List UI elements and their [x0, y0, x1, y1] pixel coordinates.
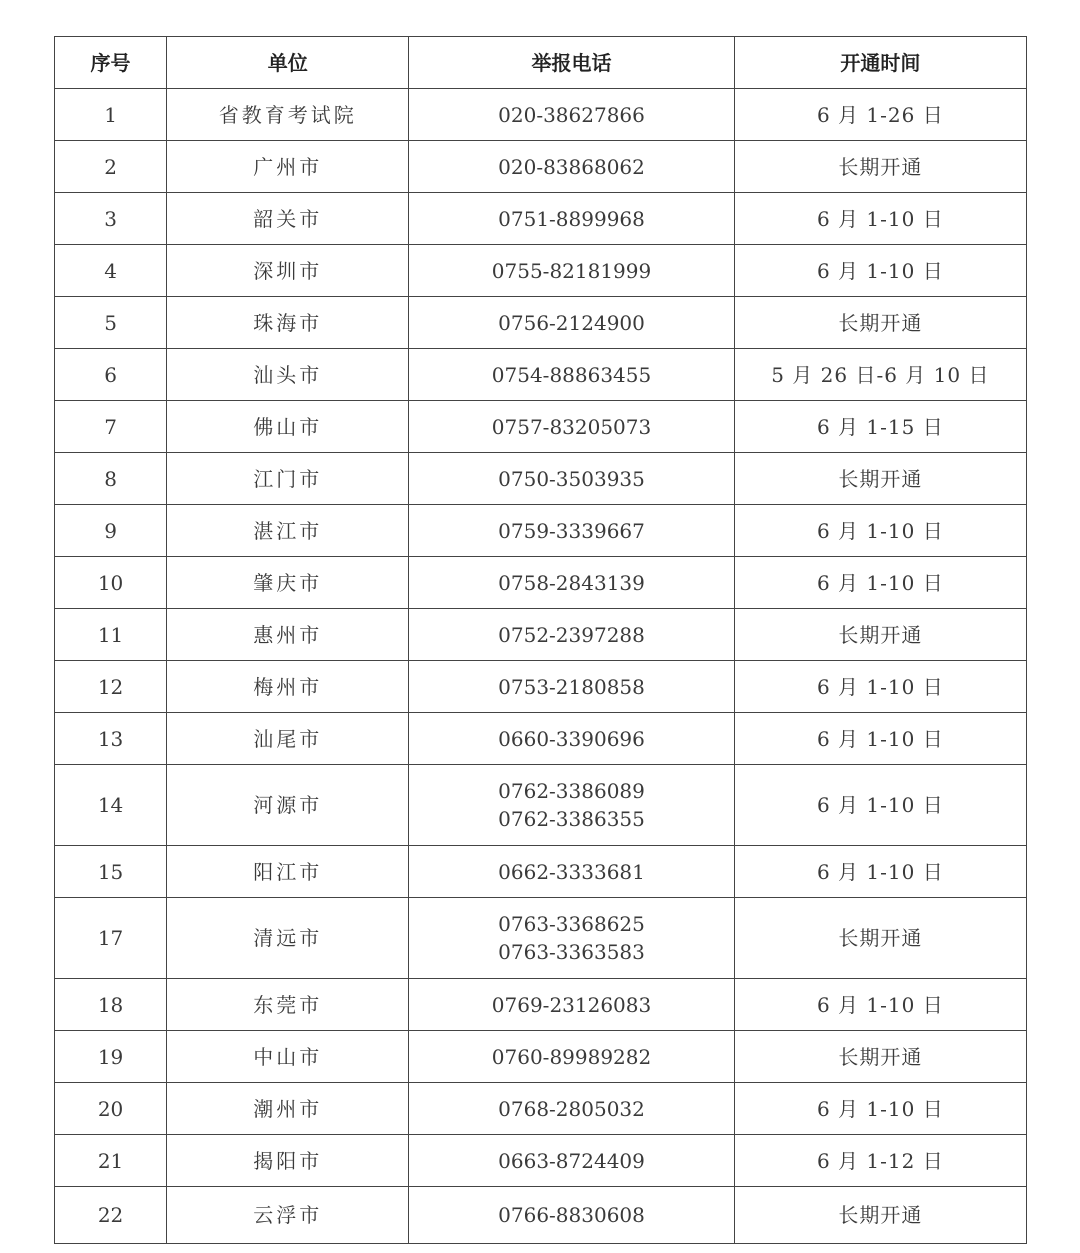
phone-number: 0766-8830608: [498, 1203, 645, 1227]
cell-phone: [409, 846, 734, 898]
table-row: [55, 1135, 1027, 1187]
cell-no: 21: [55, 1135, 167, 1187]
cell-phone: [409, 141, 734, 193]
open-time: 长期开通: [838, 466, 923, 491]
header-unit: 单位: [167, 37, 409, 89]
cell-time: [734, 557, 1026, 609]
table-row: [55, 401, 1027, 453]
cell-unit: [167, 349, 409, 401]
cell-time: [734, 245, 1026, 297]
cell-phone: [409, 297, 734, 349]
cell-no: 19: [55, 1031, 167, 1083]
cell-unit: [167, 609, 409, 661]
cell-phone: [409, 193, 734, 245]
cell-no: 6: [55, 349, 167, 401]
phone-number: 0752-2397288: [498, 622, 645, 647]
phone-number: 0759-3339667: [498, 518, 645, 543]
cell-phone: [409, 453, 734, 505]
table-row: [55, 297, 1027, 349]
cell-unit: [167, 505, 409, 557]
cell-phone: [409, 1083, 734, 1135]
table-row: [55, 453, 1027, 505]
cell-no: 14: [55, 765, 167, 846]
phone-number: 0660-3390696: [498, 726, 645, 751]
cell-unit: [167, 245, 409, 297]
unit-name: 汕尾市: [253, 726, 323, 751]
phone-number: 0763-3363583: [498, 940, 645, 964]
cell-phone: [409, 401, 734, 453]
open-time: 长期开通: [838, 622, 923, 647]
open-time: 长期开通: [838, 154, 923, 179]
cell-unit: [167, 1083, 409, 1135]
open-time: 长期开通: [838, 1044, 923, 1069]
open-time: 6 月 1-10 日: [816, 518, 944, 543]
table-row: [55, 979, 1027, 1031]
cell-no: 1: [55, 89, 167, 141]
phone-number: 0758-2843139: [498, 570, 645, 595]
unit-name: 云浮市: [253, 1203, 323, 1227]
open-time: 6 月 1-10 日: [816, 570, 944, 595]
cell-no: 22: [55, 1187, 167, 1244]
cell-phone: [409, 979, 734, 1031]
cell-time: [734, 661, 1026, 713]
cell-unit: [167, 661, 409, 713]
cell-unit: [167, 297, 409, 349]
cell-no: 13: [55, 713, 167, 765]
phone-number: 0757-83205073: [491, 414, 652, 439]
open-time: 6 月 1-26 日: [816, 102, 944, 127]
open-time: 6 月 1-10 日: [816, 859, 944, 884]
unit-name: 中山市: [253, 1044, 323, 1069]
cell-unit: [167, 898, 409, 979]
cell-time: [734, 1135, 1026, 1187]
cell-phone: [409, 349, 734, 401]
table-row: [55, 661, 1027, 713]
cell-no: 12: [55, 661, 167, 713]
phone-number: 0751-8899968: [498, 206, 645, 231]
cell-unit: [167, 141, 409, 193]
cell-time: [734, 297, 1026, 349]
cell-unit: [167, 765, 409, 846]
open-time: 6 月 1-10 日: [816, 793, 944, 817]
cell-unit: [167, 1187, 409, 1244]
unit-name: 韶关市: [253, 206, 323, 231]
unit-name: 梅州市: [253, 674, 323, 699]
phone-number: 0762-3386089: [498, 779, 645, 803]
cell-phone: [409, 765, 734, 846]
open-time: 长期开通: [838, 310, 923, 335]
open-time: 6 月 1-12 日: [816, 1148, 944, 1173]
cell-time: [734, 898, 1026, 979]
cell-no: 8: [55, 453, 167, 505]
phone-number: 0763-3368625: [498, 912, 645, 936]
unit-name: 汕头市: [253, 362, 323, 387]
header-no: 序号: [55, 37, 167, 89]
unit-name: 揭阳市: [253, 1148, 323, 1173]
unit-name: 清远市: [253, 926, 323, 950]
open-time: 长期开通: [838, 926, 923, 950]
unit-name: 省教育考试院: [218, 102, 357, 127]
open-time: 5 月 26 日-6 月 10 日: [771, 362, 990, 387]
cell-time: [734, 1187, 1026, 1244]
table-row: [55, 349, 1027, 401]
table-row: [55, 1083, 1027, 1135]
cell-time: [734, 453, 1026, 505]
phone-number: 0750-3503935: [498, 466, 645, 491]
table-row: [55, 193, 1027, 245]
cell-unit: [167, 193, 409, 245]
cell-no: 2: [55, 141, 167, 193]
cell-no: 15: [55, 846, 167, 898]
open-time: 6 月 1-10 日: [816, 258, 944, 283]
cell-time: [734, 89, 1026, 141]
table-row: [55, 765, 1027, 846]
cell-no: 11: [55, 609, 167, 661]
table-row: [55, 609, 1027, 661]
cell-no: 10: [55, 557, 167, 609]
phone-number: 0768-2805032: [498, 1096, 645, 1121]
cell-phone: [409, 557, 734, 609]
cell-no: 18: [55, 979, 167, 1031]
phone-number: 020-83868062: [498, 154, 645, 179]
unit-name: 潮州市: [253, 1096, 323, 1121]
table-row: [55, 846, 1027, 898]
unit-name: 深圳市: [253, 258, 323, 283]
cell-unit: [167, 979, 409, 1031]
cell-no: 17: [55, 898, 167, 979]
phone-number: 020-38627866: [498, 102, 645, 127]
cell-unit: [167, 453, 409, 505]
unit-name: 阳江市: [253, 859, 323, 884]
table-row: [55, 505, 1027, 557]
unit-name: 东莞市: [253, 992, 323, 1017]
cell-phone: [409, 609, 734, 661]
cell-no: 3: [55, 193, 167, 245]
cell-no: 7: [55, 401, 167, 453]
table-row: [55, 1031, 1027, 1083]
cell-phone: [409, 1135, 734, 1187]
cell-time: [734, 193, 1026, 245]
cell-time: [734, 1031, 1026, 1083]
cell-time: [734, 765, 1026, 846]
cell-phone: [409, 505, 734, 557]
table-row: [55, 1187, 1027, 1244]
cell-no: 9: [55, 505, 167, 557]
table-row: [55, 245, 1027, 297]
cell-time: [734, 505, 1026, 557]
cell-phone: [409, 661, 734, 713]
cell-unit: [167, 713, 409, 765]
cell-time: [734, 141, 1026, 193]
cell-time: [734, 979, 1026, 1031]
phone-number: 0663-8724409: [498, 1148, 645, 1173]
open-time: 6 月 1-10 日: [816, 674, 944, 699]
report-hotline-table: [54, 36, 1027, 1244]
cell-phone: [409, 245, 734, 297]
unit-name: 河源市: [253, 793, 323, 817]
table-row: [55, 89, 1027, 141]
phone-number: 0769-23126083: [491, 992, 652, 1017]
header-time: 开通时间: [734, 37, 1026, 89]
unit-name: 肇庆市: [253, 570, 323, 595]
phone-number: 0755-82181999: [491, 258, 652, 283]
open-time: 6 月 1-10 日: [816, 206, 944, 231]
cell-phone: [409, 1031, 734, 1083]
phone-number: 0762-3386355: [498, 807, 645, 831]
unit-name: 江门市: [253, 466, 323, 491]
open-time: 长期开通: [838, 1203, 923, 1227]
table-row: [55, 141, 1027, 193]
table-header-row: [55, 37, 1027, 89]
cell-time: [734, 401, 1026, 453]
cell-no: 4: [55, 245, 167, 297]
phone-number: 0753-2180858: [498, 674, 645, 699]
table-row: [55, 898, 1027, 979]
phone-number: 0756-2124900: [498, 310, 645, 335]
phone-number: 0662-3333681: [498, 859, 645, 884]
unit-name: 广州市: [253, 154, 323, 179]
header-phone: 举报电话: [409, 37, 734, 89]
phone-number: 0760-89989282: [491, 1044, 652, 1069]
table-row: [55, 557, 1027, 609]
cell-unit: [167, 1031, 409, 1083]
table-body: [55, 89, 1027, 1244]
open-time: 6 月 1-10 日: [816, 1096, 944, 1121]
cell-time: [734, 609, 1026, 661]
cell-time: [734, 349, 1026, 401]
unit-name: 珠海市: [253, 310, 323, 335]
cell-phone: [409, 713, 734, 765]
cell-phone: [409, 898, 734, 979]
phone-number: 0754-88863455: [491, 362, 652, 387]
unit-name: 湛江市: [253, 518, 323, 543]
cell-no: 5: [55, 297, 167, 349]
table-row: [55, 713, 1027, 765]
cell-unit: [167, 557, 409, 609]
cell-phone: [409, 89, 734, 141]
unit-name: 惠州市: [253, 622, 323, 647]
open-time: 6 月 1-10 日: [816, 992, 944, 1017]
unit-name: 佛山市: [253, 414, 323, 439]
cell-no: 20: [55, 1083, 167, 1135]
cell-unit: [167, 89, 409, 141]
cell-unit: [167, 846, 409, 898]
cell-unit: [167, 1135, 409, 1187]
cell-time: [734, 1083, 1026, 1135]
cell-time: [734, 846, 1026, 898]
open-time: 6 月 1-15 日: [816, 414, 944, 439]
cell-unit: [167, 401, 409, 453]
cell-time: [734, 713, 1026, 765]
open-time: 6 月 1-10 日: [816, 726, 944, 751]
cell-phone: [409, 1187, 734, 1244]
